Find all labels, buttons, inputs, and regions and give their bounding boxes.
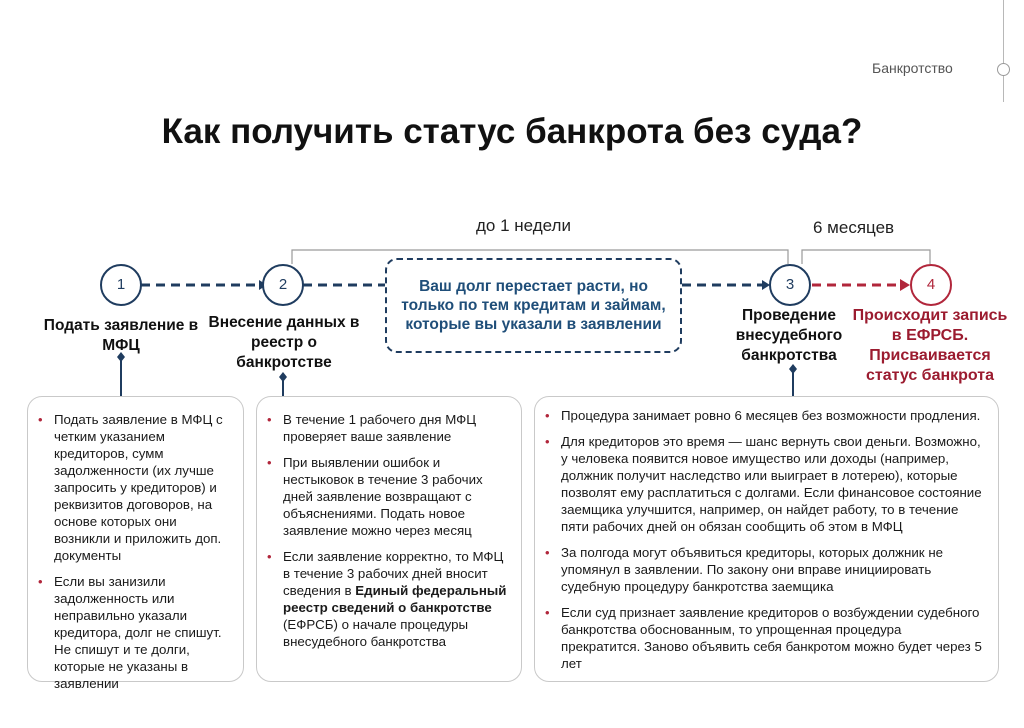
section-tag: Банкротство: [872, 60, 953, 76]
detail-bold-register: Единый федеральный реестр сведений о банкротстве: [283, 583, 507, 615]
step-label-3: Проведение внесудебного банкротства: [735, 307, 843, 364]
page-title: Как получить статус банкрота без суда?: [161, 112, 863, 151]
detail-item: • Подать заявление в МФЦ с четким указанием кредиторов, сумм задолженности (их лучше запросить у кредиторов) и реквизитов договоров, на основе которых они возникли и приложить доп. документы: [30, 411, 235, 564]
detail-item: • Если суд признает заявление кредиторов о возбуждении судебного банкротства обоснованным, то упрощенная процедура прекратится. Заново объявить себя банкротом можно будет через 5 лет: [537, 604, 984, 672]
detail-item: • За полгода могут объявиться кредиторы, которых должник не упомянул в заявлении. По закону они вправе инициировать судебную процедуру банкротства заемщика: [537, 544, 984, 595]
drop-diamond-2: [279, 372, 287, 382]
period-label-week: до 1 недели: [476, 216, 571, 235]
debt-freeze-callout: Ваш долг перестает расти, но только по тем кредитам и займам, которые вы указали в заявлении: [385, 258, 682, 353]
period-label-months: 6 месяцев: [813, 218, 895, 237]
detail-box-step-1: [27, 396, 244, 691]
detail-item: • Для кредиторов это время — шанс вернуть свои деньги. Возможно, у человека появится новое имущество или доходы (например, должник получит наследство или выиграет в лотерею), которые позволят ему расплатиться с долгами. Если финансовое состояние заемщика улучшится, например, он найдет работу, то в течение пяти рабочих дней он обязан сообщить об этом в МФЦ: [537, 433, 984, 535]
detail-text: (ЕФРСБ) о начале процедуры внесудебного банкротства: [283, 617, 469, 649]
detail-box-step-2: [256, 396, 522, 682]
step-number-4: 4: [926, 276, 936, 293]
detail-item: • При выявлении ошибок и нестыковок в течение 3 рабочих дней заявление возвращают с объяснениями. Подать новое заявление можно через месяц: [259, 454, 513, 539]
bracket-months: [802, 250, 930, 264]
detail-box-step-3: [534, 396, 999, 682]
detail-item: • Процедура занимает ровно 6 месяцев без возможности продления.: [537, 407, 984, 424]
arrow-head-3: [762, 280, 770, 290]
detail-item: • В течение 1 рабочего дня МФЦ проверяет ваше заявление: [259, 411, 513, 445]
step-number-1: 1: [116, 276, 126, 293]
step-label-4: Происходит запись в ЕФРСБ. Присваивается статус банкрота: [852, 307, 1008, 384]
step-label-1: Подать заявление в МФЦ: [43, 317, 199, 354]
step-number-2: 2: [278, 276, 288, 293]
step-label-2: Внесение данных в реестр о банкротстве: [208, 314, 360, 371]
detail-text: Если заявление корректно, то МФЦ в течение 3 рабочих дней вносит сведения в: [283, 549, 504, 598]
step-number-3: 3: [785, 276, 795, 293]
detail-item: • Если вы занизили задолженность или неправильно указали кредитора, долг не спишут. Не спишут и те долги, которые не указаны в заявлении: [30, 573, 235, 692]
arrow-head-4: [900, 279, 910, 291]
detail-item: [259, 548, 513, 650]
